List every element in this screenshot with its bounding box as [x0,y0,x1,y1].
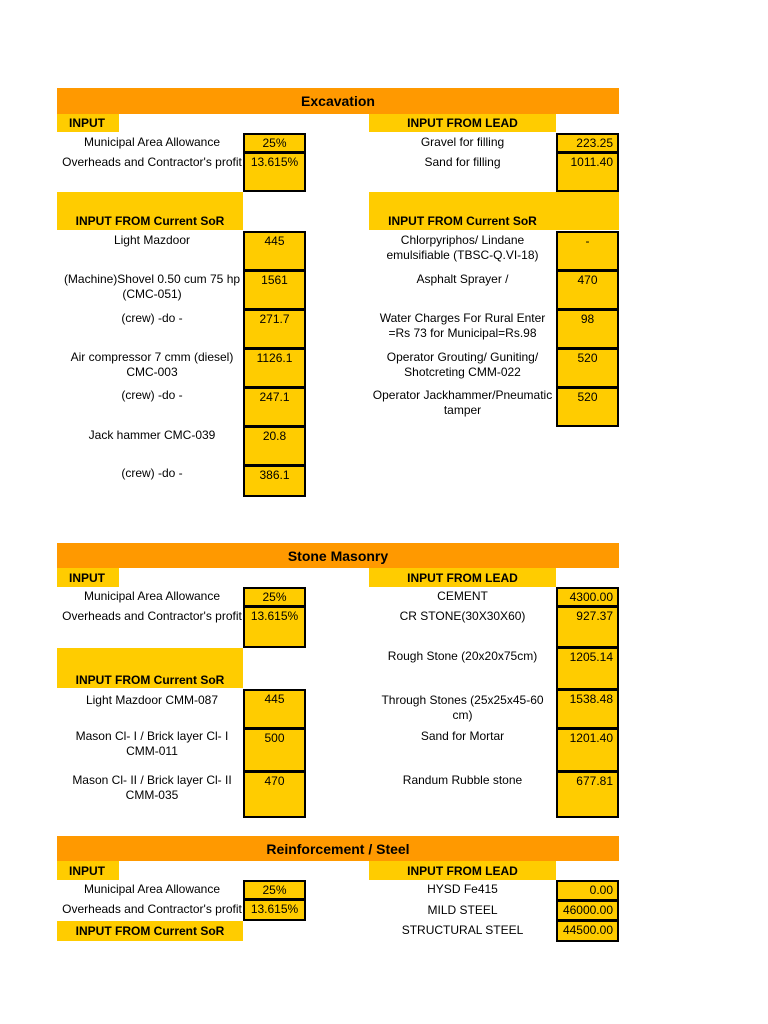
stone-lead-header: INPUT FROM LEAD [369,568,556,587]
stone-lead-value[interactable]: 927.37 [556,606,619,648]
excavation-overheads-value[interactable]: 13.615% [243,152,306,192]
steel-lead-value[interactable]: 44500.00 [556,920,619,942]
excavation-sor-label: (crew) -do - [121,388,183,402]
steel-lead-label: HYSD Fe415 [427,882,498,896]
stone-lead-label: Randum Rubble stone [402,773,523,787]
excavation-sor-value[interactable]: 271.7 [243,309,306,349]
excavation-allowance-value[interactable]: 25% [243,133,306,153]
excavation-sor-right-value[interactable]: 470 [556,270,619,310]
stone-lead-label: Rough Stone (20x20x75cm) [387,649,538,663]
stone-lead-value[interactable]: 1205.14 [556,647,619,690]
excavation-sor-label: Air compressor 7 cmm (diesel) CMC-003 [70,350,234,379]
excavation-allowance-label: Municipal Area Allowance [83,135,221,149]
steel-sor-header: INPUT FROM Current SoR [57,921,243,941]
steel-title: Reinforcement / Steel [57,836,619,861]
stone-sor-value[interactable]: 500 [243,728,306,772]
excavation-sor-label: (crew) -do - [121,311,183,325]
stone-lead-label: CEMENT [437,589,488,603]
excavation-sor-right-label: Asphalt Sprayer / [416,272,509,286]
excavation-sor-header: INPUT FROM Current SoR [57,192,243,230]
stone-sor-label: Mason Cl- II / Brick layer Cl- II CMM-035 [72,773,232,802]
excavation-sor-value[interactable]: 445 [243,231,306,271]
excavation-sor-value[interactable]: 247.1 [243,387,306,427]
excavation-sor-header-fill [556,192,619,230]
excavation-sor-right-label: Operator Grouting/ Guniting/ Shotcreting CMM-022 [386,350,539,379]
excavation-sor-right-value[interactable]: 520 [556,348,619,388]
excavation-sor-value[interactable]: 20.8 [243,426,306,466]
stone-sor-label: Light Mazdoor CMM-087 [85,693,219,707]
excavation-sor-right-label: Chlorpyriphos/ Lindane emulsifiable (TBSC-Q.VI-18) [386,233,539,262]
stone-title: Stone Masonry [57,543,619,568]
excavation-lead-label: Gravel for filling [420,135,505,149]
stone-overheads-label: Overheads and Contractor's profit [62,609,242,623]
steel-input-header: INPUT [57,861,119,880]
excavation-sor-header-right: INPUT FROM Current SoR [369,192,556,230]
excavation-overheads-label: Overheads and Contractor's profit [62,155,242,169]
stone-overheads-value[interactable]: 13.615% [243,606,306,648]
excavation-lead-header: INPUT FROM LEAD [369,114,556,132]
excavation-input-header: INPUT [57,114,119,132]
stone-lead-label: CR STONE(30X30X60) [399,609,526,623]
excavation-lead-value[interactable]: 223.25 [556,133,619,153]
steel-allowance-value[interactable]: 25% [243,880,306,900]
steel-overheads-label: Overheads and Contractor's profit [62,902,242,916]
steel-lead-label: MILD STEEL [427,903,498,917]
excavation-sor-right-value[interactable]: - [556,231,619,271]
steel-overheads-value[interactable]: 13.615% [243,899,306,921]
steel-lead-label: STRUCTURAL STEEL [401,923,524,937]
excavation-sor-right-value[interactable]: 520 [556,387,619,427]
stone-sor-value[interactable]: 470 [243,771,306,818]
stone-lead-value[interactable]: 4300.00 [556,587,619,607]
stone-lead-label: Sand for Mortar [420,729,505,743]
stone-sor-header: INPUT FROM Current SoR [57,648,243,688]
excavation-sor-label: (crew) -do - [121,466,183,480]
stone-sor-label: Mason Cl- I / Brick layer Cl- I CMM-011 [75,729,229,758]
stone-lead-value[interactable]: 1538.48 [556,689,619,729]
stone-lead-value[interactable]: 677.81 [556,771,619,818]
excavation-lead-value[interactable]: 1011.40 [556,152,619,192]
stone-lead-value[interactable]: 1201.40 [556,728,619,772]
steel-allowance-label: Municipal Area Allowance [83,882,221,896]
excavation-sor-label: Jack hammer CMC-039 [88,428,216,442]
stone-allowance-label: Municipal Area Allowance [83,589,221,603]
stone-sor-value[interactable]: 445 [243,689,306,729]
steel-lead-value[interactable]: 46000.00 [556,900,619,921]
excavation-sor-label: Light Mazdoor [113,233,191,247]
stone-input-header: INPUT [57,568,119,587]
steel-lead-value[interactable]: 0.00 [556,880,619,901]
excavation-sor-value[interactable]: 1126.1 [243,348,306,388]
excavation-sor-right-value[interactable]: 98 [556,309,619,349]
excavation-sor-label: (Machine)Shovel 0.50 cum 75 hp (CMC-051) [63,272,241,301]
stone-lead-label: Through Stones (25x25x45-60 cm) [381,693,544,722]
steel-lead-header: INPUT FROM LEAD [369,861,556,880]
excavation-sor-right-label: Water Charges For Rural Enter =Rs 73 for Municipal=Rs.98 [379,311,546,340]
excavation-lead-label: Sand for filling [424,155,501,169]
excavation-sor-right-label: Operator Jackhammer/Pneumatic tamper [372,388,553,417]
excavation-title: Excavation [57,88,619,114]
excavation-sor-value[interactable]: 1561 [243,270,306,310]
stone-allowance-value[interactable]: 25% [243,587,306,607]
excavation-sor-value[interactable]: 386.1 [243,465,306,497]
